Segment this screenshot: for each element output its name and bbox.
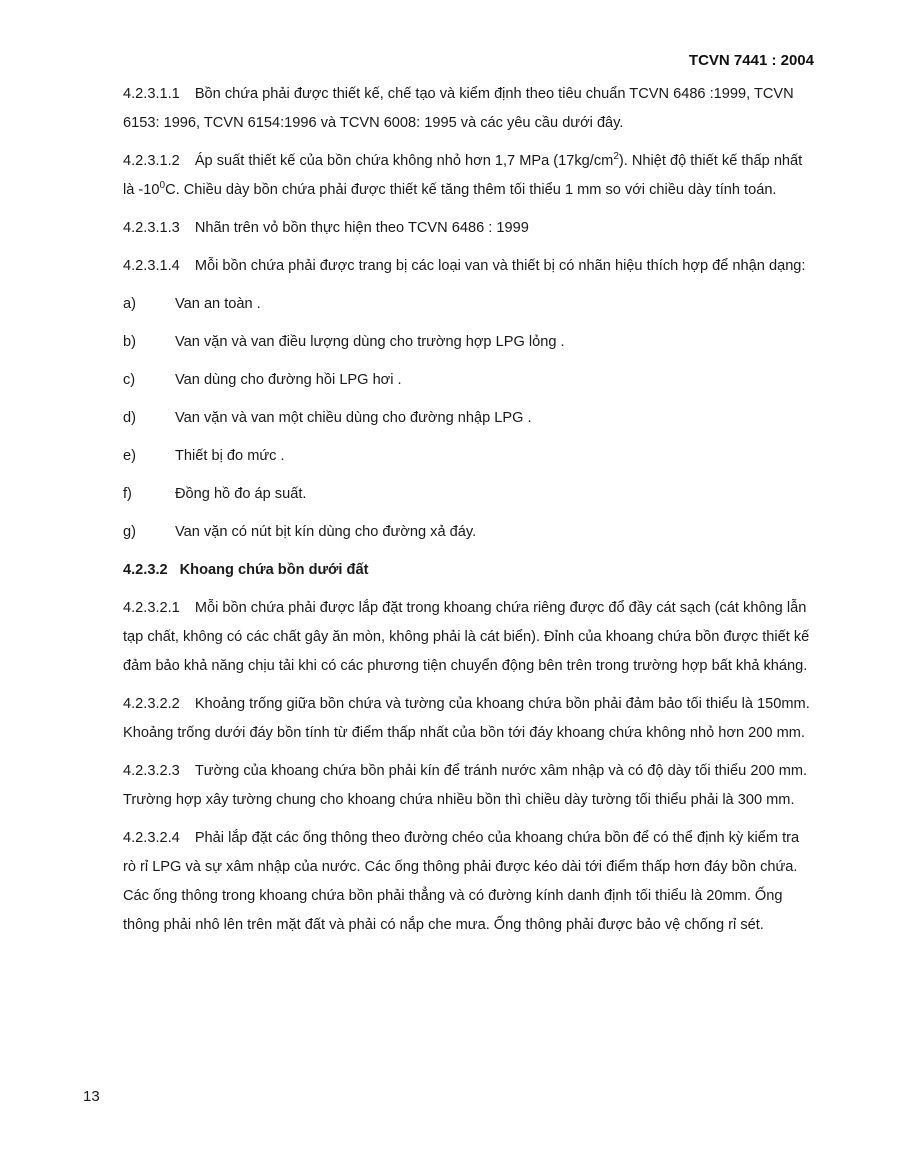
list-item (123, 518, 815, 547)
page-number: 13 (83, 1088, 100, 1105)
clause-number: 4.2.3.1.4 (123, 258, 180, 274)
clause-number: 4.2.3.1.2 (123, 153, 180, 169)
clause-number: 4.2.3.2.2 (123, 696, 180, 712)
list-item (123, 404, 815, 433)
clause-text: Mỗi bồn chứa phải được lắp đặt trong khoang chứa riêng được đổ đầy cát sạch (cát không lẫn tạp chất, không có các chất gây ăn mòn, không phải là cát biển). Đỉnh của khoang chứa bồn được thiết kế đảm bảo khả năng chịu tải khi có các phương tiện chuyển động bên trên trong trường hợp bất khả kháng. (123, 600, 810, 674)
document-body (123, 80, 815, 949)
superscript: 0 (159, 180, 166, 192)
list-item-label: c) (123, 372, 136, 388)
clause-number: 4.2.3.1.3 (123, 220, 180, 236)
clause-text: Tường của khoang chứa bồn phải kín để tránh nước xâm nhập và có độ dày tối thiểu 200 mm. Trường hợp xây tường chung cho khoang chứa nhiều bồn thì chiều dày tường tối thiểu phải là 300 mm. (123, 763, 808, 808)
clause-4-2-3-1-2 (123, 147, 815, 205)
clause-text: Nhãn trên vỏ bồn thực hiện theo TCVN 6486 : 1999 (194, 220, 529, 236)
list-item-text: Thiết bị đo mức . (175, 448, 285, 464)
list-item-text: Đồng hồ đo áp suất. (175, 486, 307, 502)
clause-text: Bồn chứa phải được thiết kế, chế tạo và kiểm định theo tiêu chuẩn TCVN 6486 :1999, TCVN 6153: 1996, TCVN 6154:1996 và TCVN 6008: 1995 và các yêu cầu dưới đây. (123, 86, 794, 131)
clause-4-2-3-2-4 (123, 824, 815, 940)
list-item-label: e) (123, 448, 136, 464)
clause-text: Mỗi bồn chứa phải được trang bị các loại van và thiết bị có nhãn hiệu thích hợp để nhận dạng: (194, 258, 806, 274)
section-title: Khoang chứa bồn dưới đất (179, 562, 369, 578)
list-item-text: Van dùng cho đường hồi LPG hơi . (175, 372, 402, 388)
list-item (123, 442, 815, 471)
list-item (123, 480, 815, 509)
clause-4-2-3-1-4 (123, 252, 815, 281)
clause-number: 4.2.3.2.3 (123, 763, 180, 779)
clause-4-2-3-1-1 (123, 80, 815, 138)
list-item-text: Van an toàn . (175, 296, 261, 312)
section-heading (123, 556, 815, 585)
clause-text: Phải lắp đặt các ống thông theo đường chéo của khoang chứa bồn để có thể định kỳ kiểm tra rò rỉ LPG và sự xâm nhập của nước. Các ống thông phải được kéo dài tới điểm thấp hơn đáy bồn chứa. Các ống thông trong khoang chứa bồn phải thẳng và có đường kính danh định tối thiểu là 20mm. Ống thông phải nhô lên trên mặt đất và phải có nắp che mưa. Ống thông phải được bảo vệ chống rỉ sét. (123, 830, 800, 933)
clause-text-part-1: Áp suất thiết kế của bồn chứa không nhỏ hơn 1,7 MPa (17kg/cm (194, 153, 614, 169)
clause-text: Khoảng trống giữa bồn chứa và tường của khoang chứa bồn phải đảm bảo tối thiểu là 150mm. Khoảng trống dưới đáy bồn tính từ điểm thấp nhất của bồn tới đáy khoang chứa không nhỏ hơn 200 mm. (123, 696, 810, 741)
clause-4-2-3-2-2 (123, 690, 815, 748)
clause-4-2-3-2-1 (123, 594, 815, 681)
clause-number: 4.2.3.2.1 (123, 600, 180, 616)
superscript: 2 (613, 151, 619, 163)
clause-4-2-3-1-3 (123, 214, 815, 243)
clause-number: 4.2.3.2.4 (123, 830, 180, 846)
list-item-label: b) (123, 334, 136, 350)
list-item (123, 328, 815, 357)
list-item-label: f) (123, 486, 132, 502)
list-item-label: g) (123, 524, 136, 540)
clause-number: 4.2.3.1.1 (123, 86, 180, 102)
clause-text-part-3: C. Chiều dày bồn chứa phải được thiết kế tăng thêm tối thiểu 1 mm so với chiều dày tính toán. (165, 182, 777, 198)
list-item-label: d) (123, 410, 136, 426)
list-item-text: Van vặn và van một chiều dùng cho đường nhập LPG . (175, 410, 532, 426)
list-item (123, 366, 815, 395)
clause-text-part-2: ). Nhiệt độ thiết kế thấp nhất là -10 (123, 153, 803, 198)
clause-4-2-3-2-3 (123, 757, 815, 815)
list-item-text: Van vặn và van điều lượng dùng cho trường hợp LPG lỏng . (175, 334, 565, 350)
standard-code-header: TCVN 7441 : 2004 (688, 52, 814, 69)
list-item (123, 290, 815, 319)
list-item-label: a) (123, 296, 136, 312)
list-item-text: Van vặn có nút bịt kín dùng cho đường xả đáy. (175, 524, 477, 540)
section-number: 4.2.3.2 (123, 562, 168, 578)
